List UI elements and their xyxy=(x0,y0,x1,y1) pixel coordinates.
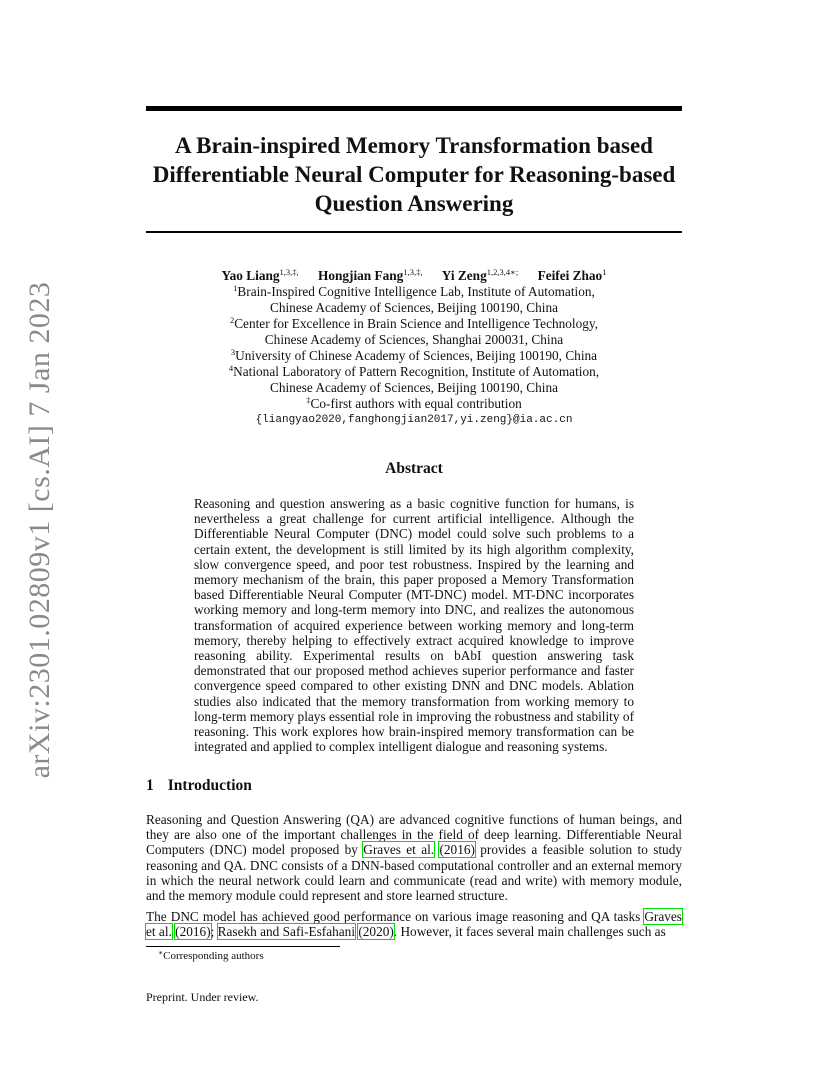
citation-link[interactable]: (2020) xyxy=(358,924,394,940)
affiliation: $^4$National Laboratory of Pattern Recognition, Institute of Automation, xyxy=(228,363,600,379)
citation-link[interactable]: (2016) xyxy=(175,924,211,940)
affiliation-continued: Chinese Academy of Sciences, Beijing 100190, China xyxy=(269,380,559,395)
section-number: 1 xyxy=(146,777,154,794)
section-heading xyxy=(146,777,252,795)
author: Yi Zeng$^{1,2,3,4∗;}$ xyxy=(441,267,519,283)
preprint-note: Preprint. Under review. xyxy=(146,990,259,1004)
abstract-text: Reasoning and question answering as a basic cognitive function for humans, is nevertheless a great challenge for current artificial intelligence. Although the Differentiable Neural Computer (DNC) model could solve such problems to a certain extent, the development is still limited by its high algorithm complexity, slow convergence speed, and poor test robustness. Inspired by the learning and memory mechanism of the brain, this paper proposed a Memory Transformation based Differentiable Neural Computer (MT-DNC) model. MT-DNC incorporates working memory and long-term memory into DNC, and realizes the autonomous transformation of acquired experience between working memory and long-term memory, thereby helping to effectively extract acquired knowledge to improve reasoning ability. Experimental results on bAbI question answering task demonstrated that our proposed method achieves superior performance and faster convergence speed compared to other existing DNN and DNC models. Ablation studies also indicated that the memory transformation from working memory to long-term memory plays essential role in improving the robustness and stability of reasoning. This work explores how brain-inspired memory transformation can be integrated and applied to complex intelligent dialogue and reasoning systems. xyxy=(194,496,634,755)
footnote-rule xyxy=(146,946,340,947)
citation-link[interactable]: (2016) xyxy=(439,842,475,858)
author: Hongjian Fang$^{1,3,\ddagger,}$ xyxy=(317,267,423,283)
citation-link[interactable]: Rasekh and Safi-Esfahani xyxy=(217,924,356,940)
author: Yao Liang$^{1,3,\ddagger,}$ xyxy=(221,267,299,283)
footnote: ∗Corresponding authors xyxy=(158,948,264,962)
arxiv-sidebar-stamp xyxy=(20,281,60,779)
affiliation: $^3$University of Chinese Academy of Sciences, Beijing 100190, China xyxy=(230,347,598,363)
affiliation-continued: Chinese Academy of Sciences, Beijing 100190, China xyxy=(269,300,559,315)
author-names xyxy=(146,268,682,284)
intro-paragraph-2: The DNC model has achieved good performance on various image reasoning and QA tasks Graves et al. (2016); Rasekh and Safi-Esfahani (2020). However, it faces several main challenges such as xyxy=(146,909,682,940)
intro-paragraph-1: Reasoning and Question Answering (QA) are advanced cognitive functions of human beings, and they are also one of the important challenges in the field of deep learning. Differentiable Neural Computers (DNC) model proposed by Graves et al. (2016) provides a feasible solution to study reasoning and QA. DNC consists of a DNN-based computational controller and an external memory in which the neural network could learn and communicate (read and write) with memory module, and the memory module could represent and store learned structure. xyxy=(146,812,683,904)
paper-title: A Brain-inspired Memory Transformation based Differentiable Neural Computer for Reasoning-based Question Answering xyxy=(152,133,676,216)
section-title: Introduction xyxy=(167,777,252,794)
arxiv-identifier: arXiv:2301.02809v1 [cs.AI] 7 Jan 2023 xyxy=(23,281,56,779)
affiliation: $^2$Center for Excellence in Brain Science and Intelligence Technology, xyxy=(229,315,599,331)
cofirst-note: ‡Co-first authors with equal contribution xyxy=(306,395,522,411)
abstract-heading: Abstract xyxy=(385,460,443,477)
author-emails: {liangyao2020,fanghongjian2017,yi.zeng}@ia.ac.cn xyxy=(255,414,573,426)
title-bottom-rule xyxy=(146,231,682,233)
author: Feifei Zhao$^1$ xyxy=(537,267,607,283)
title-top-rule xyxy=(146,106,682,111)
citation-link[interactable]: Graves et al. xyxy=(146,909,682,940)
author-block xyxy=(146,268,682,428)
citation-link[interactable]: Graves et al. xyxy=(363,842,435,858)
affiliation: $^1$Brain-Inspired Cognitive Intelligence Lab, Institute of Automation, xyxy=(233,283,595,299)
affiliation-continued: Chinese Academy of Sciences, Shanghai 200031, China xyxy=(264,332,564,347)
